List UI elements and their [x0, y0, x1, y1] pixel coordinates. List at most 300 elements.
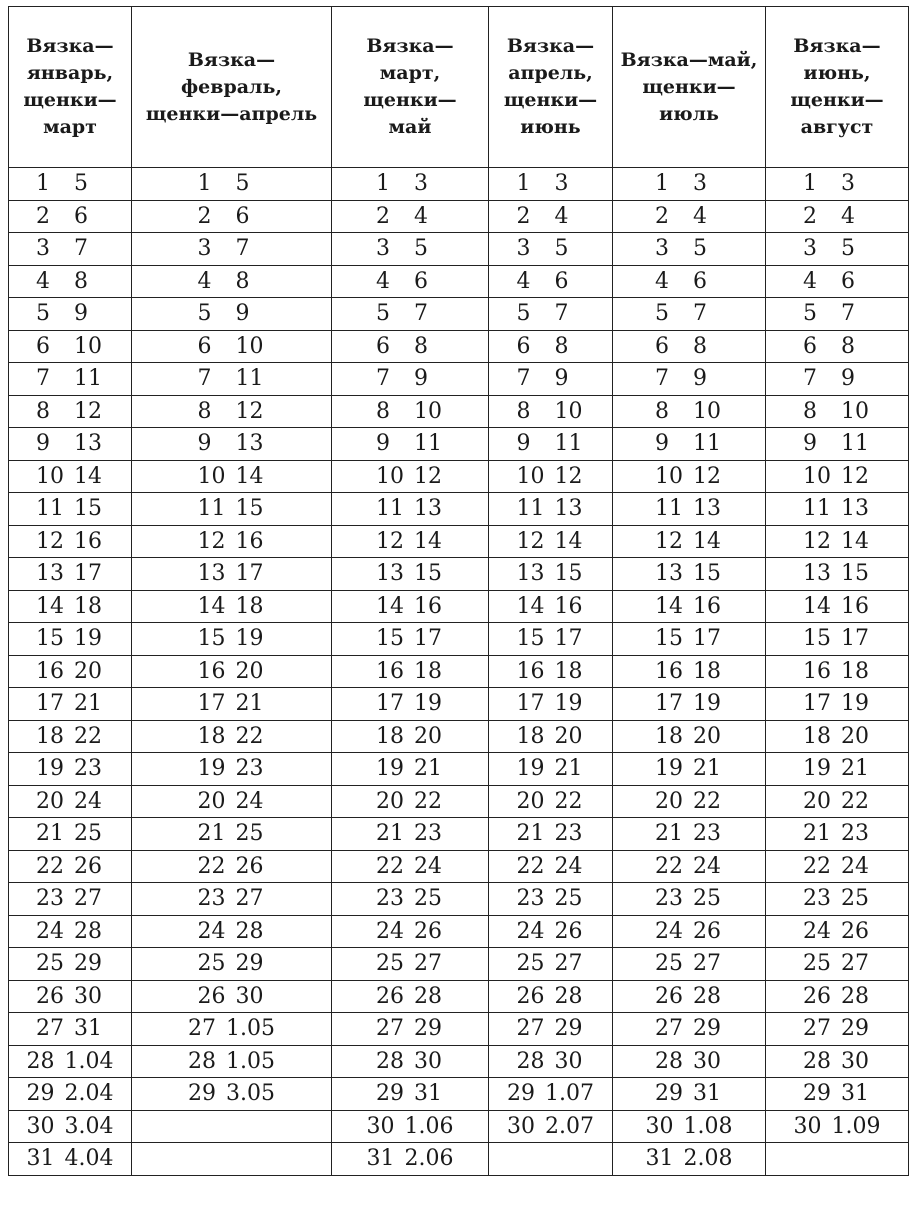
table-cell: [613, 883, 766, 916]
table-row: [9, 330, 909, 363]
mating-day: 6: [655, 333, 669, 359]
table-cell: [132, 363, 332, 396]
header-line: июнь: [520, 116, 581, 138]
whelping-day: 26: [554, 918, 583, 944]
whelping-day: 10: [554, 398, 583, 424]
mating-day: 21: [197, 821, 226, 847]
mating-day: 27: [188, 1016, 216, 1042]
whelping-day: 14: [235, 463, 264, 489]
mating-day: 4: [197, 268, 212, 294]
table-cell: [9, 428, 132, 461]
mating-day: 17: [36, 691, 64, 717]
whelping-day: 21: [235, 691, 264, 717]
header-line: Вязка—: [187, 48, 276, 71]
table-cell: [9, 850, 132, 883]
table-cell: [489, 948, 613, 981]
whelping-day: 26: [693, 918, 721, 944]
table-cell: [332, 1110, 489, 1143]
whelping-day: 6: [693, 268, 707, 294]
table-cell: [489, 395, 613, 428]
table-cell: [9, 655, 132, 688]
whelping-day: 4: [414, 203, 428, 229]
mating-day: 24: [803, 918, 831, 944]
whelping-day: 11: [554, 431, 583, 457]
whelping-day: 15: [414, 561, 442, 587]
mating-day: 1: [197, 171, 212, 197]
whelping-day: 10: [841, 398, 869, 424]
table-cell: [613, 525, 766, 558]
table-cell: [132, 818, 332, 851]
whelping-day: 25: [414, 886, 442, 912]
whelping-day: 22: [841, 788, 869, 814]
mating-day: 1: [803, 171, 817, 197]
table-cell: [132, 233, 332, 266]
whelping-day: 4: [841, 203, 855, 229]
table-cell: [132, 558, 332, 591]
mating-day: 18: [36, 723, 64, 749]
table-cell: [132, 1013, 332, 1046]
table-cell: [489, 785, 613, 818]
table-cell: [613, 395, 766, 428]
whelping-day: 31: [841, 1081, 869, 1107]
table-cell: [332, 460, 489, 493]
mating-day: 15: [36, 626, 64, 652]
mating-day: 20: [803, 788, 831, 814]
whelping-day: 11: [841, 431, 869, 457]
table-cell: [489, 1110, 613, 1143]
table-cell: [132, 265, 332, 298]
table-cell: [766, 298, 909, 331]
mating-day: 13: [376, 561, 404, 587]
header-line: щенки—: [642, 75, 736, 98]
mating-day: 14: [655, 593, 683, 619]
table-cell: [132, 623, 332, 656]
mating-day: 29: [655, 1081, 683, 1107]
mating-day: 1: [516, 171, 531, 197]
table-cell: [766, 623, 909, 656]
mating-day: 15: [376, 626, 404, 652]
table-cell: [489, 753, 613, 786]
whelping-day: 30: [414, 1048, 442, 1074]
whelping-day: 20: [841, 723, 869, 749]
whelping-day: 18: [841, 658, 869, 684]
table-body: [9, 168, 909, 1176]
mating-day: 12: [655, 528, 683, 554]
table-cell: [766, 883, 909, 916]
whelping-day: 25: [235, 821, 264, 847]
table-cell: [332, 980, 489, 1013]
mating-day: 30: [366, 1113, 395, 1139]
table-cell: [766, 1045, 909, 1078]
table-cell: [766, 590, 909, 623]
mating-day: 20: [36, 788, 64, 814]
whelping-day: 17: [693, 626, 721, 652]
table-cell: [132, 688, 332, 721]
mating-day: 7: [516, 366, 531, 392]
whelping-day: 8: [235, 268, 250, 294]
whelping-day: 30: [554, 1048, 583, 1074]
whelping-day: 11: [74, 366, 102, 392]
header-line: февраль,: [181, 75, 282, 98]
mating-day: 7: [197, 366, 212, 392]
table-cell: [613, 1013, 766, 1046]
table-cell: [766, 395, 909, 428]
whelping-day: 5: [554, 236, 569, 262]
whelping-day: 24: [235, 788, 264, 814]
mating-day: 19: [803, 756, 831, 782]
table-cell: [613, 720, 766, 753]
whelping-day: 1.05: [226, 1016, 275, 1042]
mating-day: 28: [803, 1048, 831, 1074]
whelping-day: 9: [841, 366, 855, 392]
mating-day: 6: [36, 333, 50, 359]
whelping-day: 10: [74, 333, 102, 359]
table-cell: [332, 558, 489, 591]
mating-day: 7: [36, 366, 50, 392]
table-cell: [132, 1045, 332, 1078]
whelping-day: 7: [693, 301, 707, 327]
mating-day: 12: [36, 528, 64, 554]
whelping-day: 26: [414, 918, 442, 944]
mating-day: 2: [197, 203, 212, 229]
table-cell: [332, 428, 489, 461]
whelping-day: 7: [74, 236, 88, 262]
whelping-day: 16: [74, 528, 102, 554]
table-cell: [9, 493, 132, 526]
whelping-day: 21: [414, 756, 442, 782]
whelping-day: 28: [74, 918, 102, 944]
table-cell: [613, 623, 766, 656]
table-cell: [332, 493, 489, 526]
table-cell: [766, 980, 909, 1013]
table-cell: [613, 688, 766, 721]
whelping-day: 18: [554, 658, 583, 684]
mating-day: 3: [655, 236, 669, 262]
header-line: январь,: [26, 62, 114, 84]
whelping-day: 23: [841, 821, 869, 847]
mating-day: 8: [516, 398, 531, 424]
whelping-day: 27: [235, 886, 264, 912]
whelping-day: 21: [554, 756, 583, 782]
table-cell: [613, 980, 766, 1013]
table-cell: [332, 915, 489, 948]
whelping-day: 8: [74, 268, 88, 294]
table-cell: [766, 1013, 909, 1046]
table-cell: [766, 558, 909, 591]
whelping-day: 2.06: [404, 1146, 454, 1172]
mating-day: 17: [197, 691, 226, 717]
whelping-day: 18: [414, 658, 442, 684]
table-row: [9, 460, 909, 493]
table-cell: [489, 265, 613, 298]
whelping-day: 9: [414, 366, 428, 392]
mating-day: 1: [655, 171, 669, 197]
table-row: [9, 168, 909, 201]
mating-day: 1: [376, 171, 390, 197]
mating-day: 29: [188, 1081, 216, 1107]
table-cell: [766, 720, 909, 753]
mating-day: 20: [197, 788, 226, 814]
table-cell: [332, 818, 489, 851]
table-cell: [9, 753, 132, 786]
mating-day: 24: [655, 918, 683, 944]
mating-day: 22: [197, 853, 226, 879]
whelping-day: 9: [74, 301, 88, 327]
mating-day: 26: [376, 983, 404, 1009]
whelping-day: 23: [74, 756, 102, 782]
table-cell: [9, 980, 132, 1013]
whelping-day: 7: [841, 301, 855, 327]
header-line: март,: [379, 62, 441, 84]
table-cell: [613, 460, 766, 493]
table-row: [9, 233, 909, 266]
mating-day: 22: [803, 853, 831, 879]
mating-day: 16: [36, 658, 64, 684]
table-cell: [766, 168, 909, 201]
mating-day: 5: [197, 301, 212, 327]
table-cell: [613, 948, 766, 981]
table-cell: [613, 753, 766, 786]
table-cell: [332, 590, 489, 623]
mating-day: 12: [197, 528, 226, 554]
table-cell: [613, 1143, 766, 1176]
table-cell: [332, 1078, 489, 1111]
mating-day: 19: [376, 756, 404, 782]
mating-day: 12: [803, 528, 831, 554]
whelping-day: 19: [414, 691, 442, 717]
table-cell: [9, 298, 132, 331]
table-cell: [9, 395, 132, 428]
mating-day: 27: [516, 1016, 545, 1042]
mating-day: 10: [803, 463, 831, 489]
whelping-day: 29: [841, 1016, 869, 1042]
whelping-day: 6: [554, 268, 569, 294]
header-line: Вязка—: [26, 35, 114, 57]
mating-day: 20: [655, 788, 683, 814]
mating-day: 27: [36, 1016, 64, 1042]
header-line: щенки—: [23, 89, 117, 111]
table-cell: [489, 493, 613, 526]
whelping-day: 28: [841, 983, 869, 1009]
table-cell: [766, 1078, 909, 1111]
mating-day: 2: [376, 203, 390, 229]
whelping-day: 24: [414, 853, 442, 879]
table-cell: [332, 720, 489, 753]
table-cell: [132, 948, 332, 981]
table-cell: [9, 883, 132, 916]
whelping-day: 3: [414, 171, 428, 197]
mating-day: 23: [197, 886, 226, 912]
mating-day: 19: [36, 756, 64, 782]
table-cell: [489, 688, 613, 721]
table-cell: [613, 428, 766, 461]
whelping-day: 20: [414, 723, 442, 749]
table-cell: [9, 818, 132, 851]
mating-day: 29: [507, 1081, 535, 1107]
whelping-calendar-table: [8, 6, 909, 1176]
mating-day: 23: [516, 886, 545, 912]
whelping-day: 17: [74, 561, 102, 587]
whelping-day: 1.08: [683, 1113, 733, 1139]
table-cell: [613, 493, 766, 526]
table-row: [9, 1078, 909, 1111]
table-cell: [132, 493, 332, 526]
whelping-day: 13: [74, 431, 102, 457]
table-cell: [9, 558, 132, 591]
table-cell: [766, 1110, 909, 1143]
table-cell: [766, 915, 909, 948]
table-cell: [766, 525, 909, 558]
table-row: [9, 818, 909, 851]
mating-day: 22: [516, 853, 545, 879]
mating-day: 24: [36, 918, 64, 944]
whelping-day: 11: [414, 431, 442, 457]
mating-day: 31: [645, 1146, 674, 1172]
table-cell: [766, 1143, 909, 1176]
whelping-day: 23: [235, 756, 264, 782]
table-cell: [766, 688, 909, 721]
table-row: [9, 720, 909, 753]
mating-day: 1: [36, 171, 50, 197]
whelping-day: 21: [841, 756, 869, 782]
whelping-day: 25: [841, 886, 869, 912]
whelping-day: 28: [414, 983, 442, 1009]
mating-day: 26: [655, 983, 683, 1009]
table-row: [9, 915, 909, 948]
mating-day: 14: [516, 593, 545, 619]
mating-day: 22: [655, 853, 683, 879]
whelping-day: 30: [74, 983, 102, 1009]
whelping-day: 13: [554, 496, 583, 522]
table-cell: [332, 298, 489, 331]
table-cell: [613, 233, 766, 266]
mating-day: 12: [516, 528, 545, 554]
whelping-day: 23: [414, 821, 442, 847]
table-cell: [489, 428, 613, 461]
table-row: [9, 883, 909, 916]
mating-day: 21: [655, 821, 683, 847]
whelping-day: 24: [693, 853, 721, 879]
table-cell: [332, 330, 489, 363]
table-cell: [489, 363, 613, 396]
table-cell: [9, 1110, 132, 1143]
whelping-day: 19: [235, 626, 264, 652]
mating-day: 8: [376, 398, 390, 424]
table-cell: [9, 265, 132, 298]
header-line: август: [800, 116, 874, 138]
mating-day: 16: [516, 658, 545, 684]
mating-day: 3: [376, 236, 390, 262]
whelping-day: 26: [74, 853, 102, 879]
mating-day: 13: [36, 561, 64, 587]
whelping-day: 22: [693, 788, 721, 814]
mating-day: 28: [655, 1048, 683, 1074]
mating-day: 7: [376, 366, 390, 392]
whelping-day: 17: [414, 626, 442, 652]
header-row: [9, 7, 909, 168]
header-line: щенки—апрель: [145, 102, 318, 125]
header-line: март: [43, 116, 97, 138]
whelping-day: 28: [693, 983, 721, 1009]
mating-day: 25: [803, 951, 831, 977]
whelping-day: 4.04: [64, 1146, 114, 1172]
header-cell: [766, 7, 909, 168]
whelping-day: 18: [693, 658, 721, 684]
mating-day: 29: [803, 1081, 831, 1107]
whelping-day: 25: [693, 886, 721, 912]
whelping-day: 9: [693, 366, 707, 392]
mating-day: 11: [36, 496, 64, 522]
mating-day: 25: [516, 951, 545, 977]
mating-day: 8: [197, 398, 212, 424]
whelping-day: 8: [414, 333, 428, 359]
table-cell: [766, 850, 909, 883]
mating-day: 7: [655, 366, 669, 392]
whelping-day: 18: [74, 593, 102, 619]
whelping-day: 24: [554, 853, 583, 879]
mating-day: 14: [197, 593, 226, 619]
mating-day: 18: [655, 723, 683, 749]
whelping-day: 7: [554, 301, 569, 327]
mating-day: 28: [376, 1048, 404, 1074]
mating-day: 23: [803, 886, 831, 912]
table-cell: [332, 850, 489, 883]
mating-day: 28: [26, 1048, 55, 1074]
whelping-day: 4: [554, 203, 569, 229]
mating-day: 25: [376, 951, 404, 977]
whelping-day: 26: [841, 918, 869, 944]
whelping-day: 12: [74, 398, 102, 424]
mating-day: 23: [655, 886, 683, 912]
header-line: Вязка—: [366, 35, 454, 57]
table-row: [9, 525, 909, 558]
whelping-day: 10: [414, 398, 442, 424]
whelping-day: 27: [693, 951, 721, 977]
whelping-day: 16: [693, 593, 721, 619]
mating-day: 5: [36, 301, 50, 327]
whelping-day: 28: [235, 918, 264, 944]
mating-day: 5: [516, 301, 531, 327]
table-cell: [132, 850, 332, 883]
whelping-day: 25: [554, 886, 583, 912]
table-row: [9, 688, 909, 721]
table-cell: [489, 1013, 613, 1046]
whelping-day: 23: [554, 821, 583, 847]
table-cell: [489, 233, 613, 266]
table-cell: [489, 850, 613, 883]
table-cell: [132, 753, 332, 786]
table-cell: [766, 265, 909, 298]
whelping-day: 8: [693, 333, 707, 359]
table-row: [9, 428, 909, 461]
table-cell: [332, 525, 489, 558]
mating-day: 29: [376, 1081, 404, 1107]
whelping-day: 1.06: [404, 1113, 454, 1139]
mating-day: 10: [376, 463, 404, 489]
table-cell: [132, 428, 332, 461]
whelping-day: 30: [235, 983, 264, 1009]
whelping-day: 13: [235, 431, 264, 457]
whelping-day: 23: [693, 821, 721, 847]
table-cell: [613, 168, 766, 201]
whelping-day: 20: [554, 723, 583, 749]
whelping-day: 5: [414, 236, 428, 262]
mating-day: 27: [376, 1016, 404, 1042]
table-cell: [132, 655, 332, 688]
table-cell: [132, 590, 332, 623]
mating-day: 4: [655, 268, 669, 294]
whelping-day: 4: [693, 203, 707, 229]
